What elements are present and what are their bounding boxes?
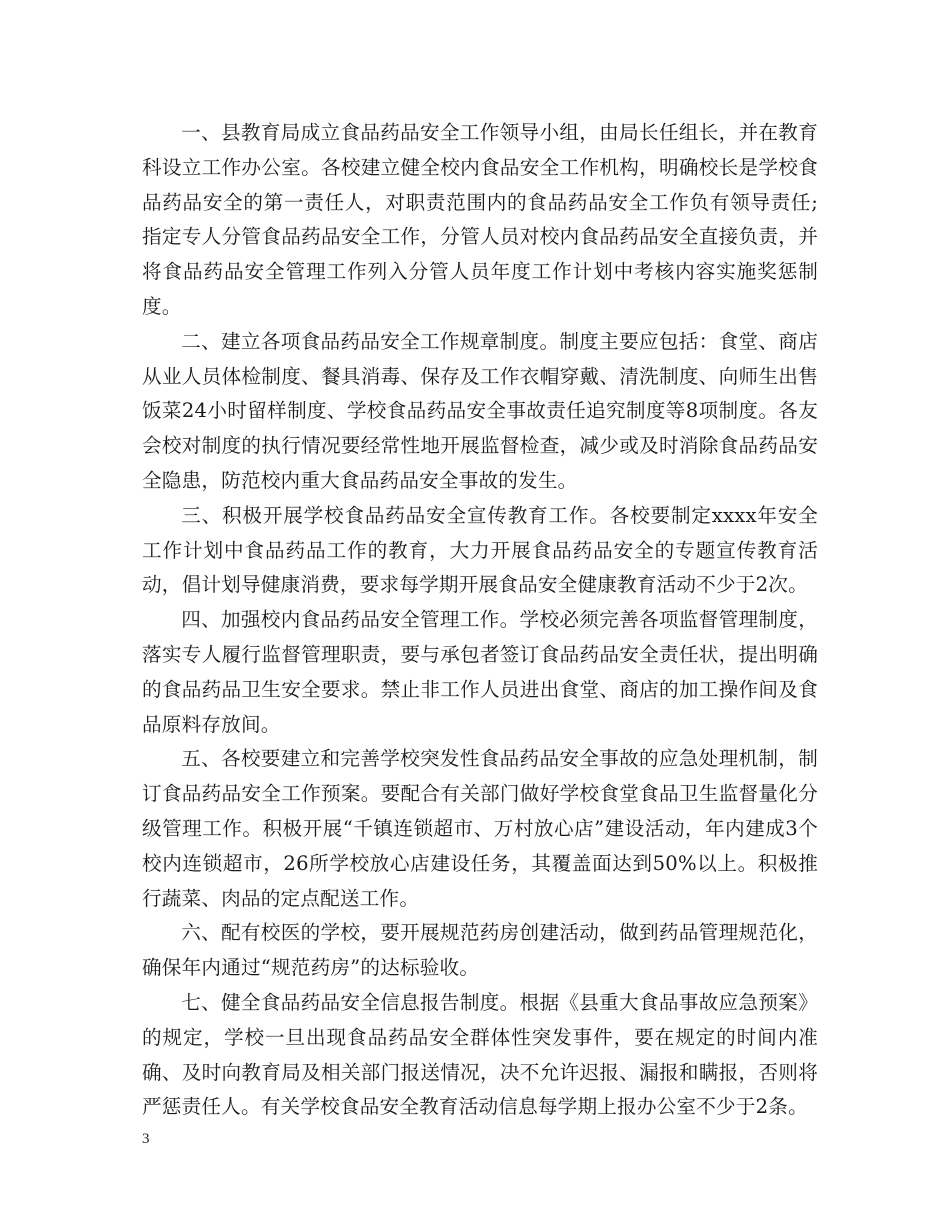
page-number: 3 — [142, 1131, 150, 1147]
paragraph-4: 四、加强校内食品药品安全管理工作。学校必须完善各项监督管理制度，落实专人履行监督管理职责，要与承包者签订食品药品安全责任状，提出明确的食品药品卫生安全要求。禁止非工作人员进出食堂、商店的加工操作间及食品原料存放间。 — [142, 608, 818, 736]
paragraph-2: 二、建立各项食品药品安全工作规章制度。制度主要应包括：食堂、商店从业人员体检制度、餐具消毒、保存及工作衣帽穿戴、清洗制度、向师生出售饭菜24小时留样制度、学校食品药品安全事故责任追究制度等8项制度。各友会校对制度的执行情况要经常性地开展监督检查，减少或及时消除食品药品安全隐患，防范校内重大食品药品安全事故的发生。 — [142, 329, 818, 492]
paragraph-6: 六、配有校医的学校，要开展规范药房创建活动，做到药品管理规范化，确保年内通过“规范药房”的达标验收。 — [142, 921, 818, 980]
paragraph-5: 五、各校要建立和完善学校突发性食品药品安全事故的应急处理机制，制订食品药品安全工作预案。要配合有关部门做好学校食堂食品卫生监督量化分级管理工作。积极开展“千镇连锁超市、万村放心店”建设活动，年内建成3个校内连锁超市，26所学校放心店建设任务，其覆盖面达到50%以上。积极推行蔬菜、肉品的定点配送工作。 — [142, 747, 818, 910]
document-body — [142, 116, 818, 1125]
paragraph-7: 七、健全食品药品安全信息报告制度。根据《县重大食品事故应急预案》的规定，学校一旦出现食品药品安全群体性突发事件，要在规定的时间内准确、及时向教育局及相关部门报送情况，决不允许迟报、漏报和瞒报，否则将严惩责任人。有关学校食品安全教育活动信息每学期上报办公室不少于2条。 — [142, 990, 818, 1119]
paragraph-1: 一、县教育局成立食品药品安全工作领导小组，由局长任组长，并在教育科设立工作办公室。各校建立健全校内食品安全工作机构，明确校长是学校食品药品安全的第一责任人，对职责范围内的食品药品安全工作负有领导责任;指定专人分管食品药品安全工作，分管人员对校内食品药品安全直接负责，并将食品药品安全管理工作列入分管人员年度工作计划中考核内容实施奖惩制度。 — [142, 121, 818, 318]
paragraph-3: 三、积极开展学校食品药品安全宣传教育工作。各校要制定xxxx年安全工作计划中食品药品工作的教育，大力开展食品药品安全的专题宣传教育活动，倡计划导健康消费，要求每学期开展食品安全健康教育活动不少于2次。 — [142, 503, 818, 597]
